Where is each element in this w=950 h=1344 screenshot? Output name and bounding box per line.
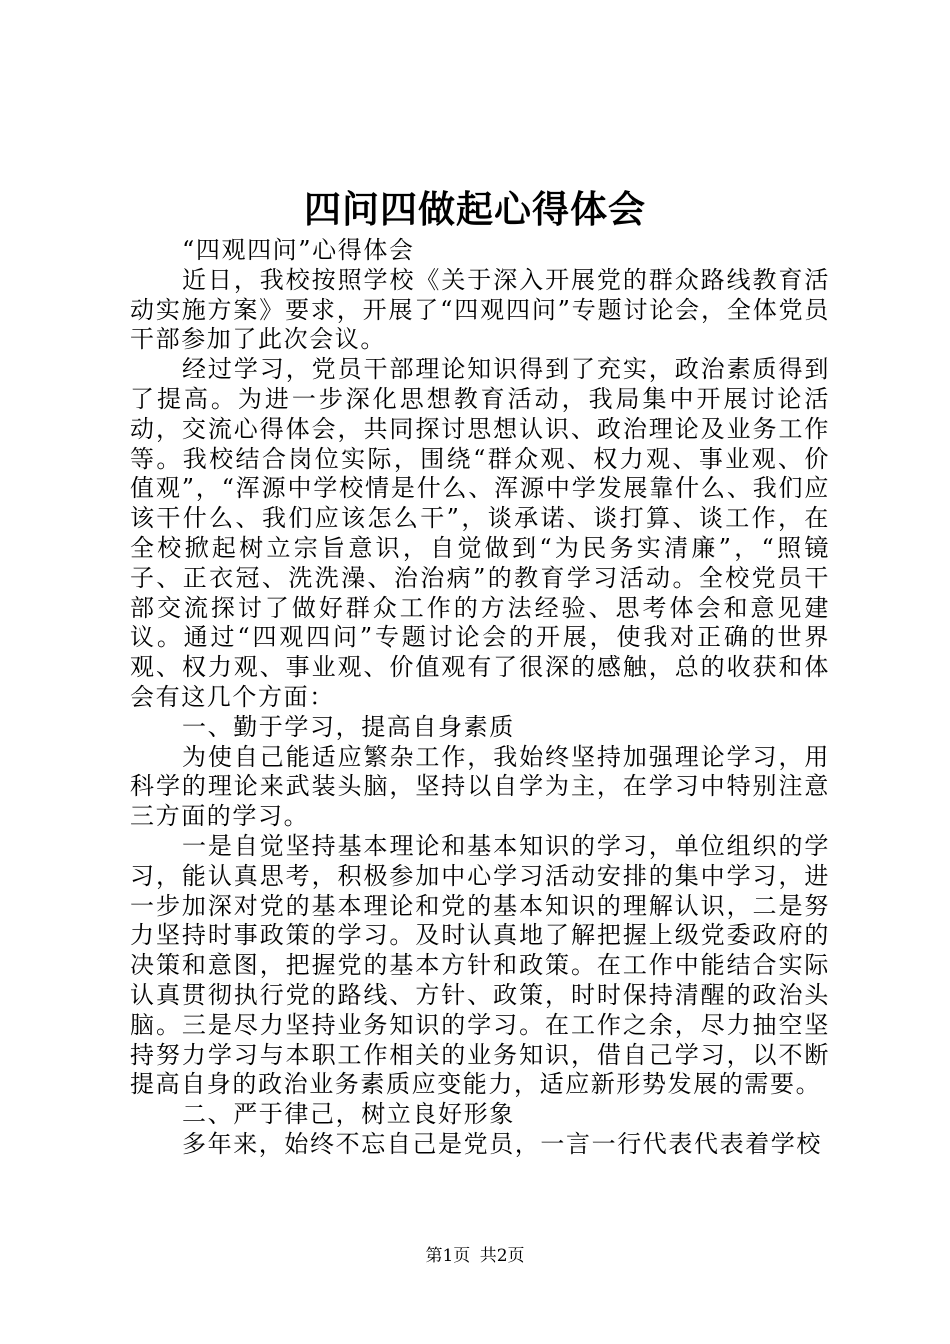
page-number: 第1页	[425, 1246, 471, 1266]
body-paragraph: 为使自己能适应繁杂工作，我始终坚持加强理论学习，用科学的理论来武装头脑，坚持以自学为主，在学习中特别注意三方面的学习。	[130, 742, 830, 831]
document-body	[130, 236, 830, 1160]
subtitle-paragraph: “四观四问”心得体会	[182, 236, 415, 264]
section-heading: 二、严于律己，树立良好形象	[182, 1100, 515, 1129]
body-paragraph: 多年来，始终不忘自己是党员，一言一行代表代表着学校	[182, 1129, 822, 1158]
body-paragraph: 经过学习，党员干部理论知识得到了充实，政治素质得到了提高。为进一步深化思想教育活动，我局集中开展讨论活动，交流心得体会，共同探讨思想认识、政治理论及业务工作等。我校结合岗位实际，围绕“群众观、权力观、事业观、价值观”，“浑源中学校情是什么、浑源中学发展靠什么、我们应该干什么、我们应该怎么干”，谈承诺、谈打算、谈工作，在全校掀起树立宗旨意识，自觉做到“为民务实清廉”，“照镜子、正衣冠、洗洗澡、治治病”的教育学习活动。全校党员干部交流探讨了做好群众工作的方法经验、思考体会和意见建议。通过“四观四问”专题讨论会的开展，使我对正确的世界观、权力观、事业观、价值观有了很深的感触，总的收获和体会有这几个方面：	[130, 355, 830, 711]
body-paragraph: 近日，我校按照学校《关于深入开展党的群众路线教育活动实施方案》要求，开展了“四观四问”专题讨论会，全体党员干部参加了此次会议。	[130, 265, 830, 354]
page-total: 共2页	[479, 1246, 525, 1266]
section-heading: 一、勤于学习，提高自身素质	[182, 712, 515, 741]
page-footer	[0, 1244, 950, 1268]
body-paragraph: 一是自觉坚持基本理论和基本知识的学习，单位组织的学习，能认真思考，积极参加中心学习活动安排的集中学习，进一步加深对党的基本理论和党的基本知识的理解认识，二是努力坚持时事政策的学习。及时认真地了解把握上级党委政府的决策和意图，把握党的基本方针和政策。在工作中能结合实际认真贯彻执行党的路线、方针、政策，时时保持清醒的政治头脑。三是尽力坚持业务知识的学习。在工作之余，尽力抽空坚持努力学习与本职工作相关的业务知识，借自己学习，以不断提高自身的政治业务素质应变能力，适应新形势发展的需要。	[130, 831, 830, 1099]
document-title: 四问四做起心得体会	[304, 187, 646, 231]
